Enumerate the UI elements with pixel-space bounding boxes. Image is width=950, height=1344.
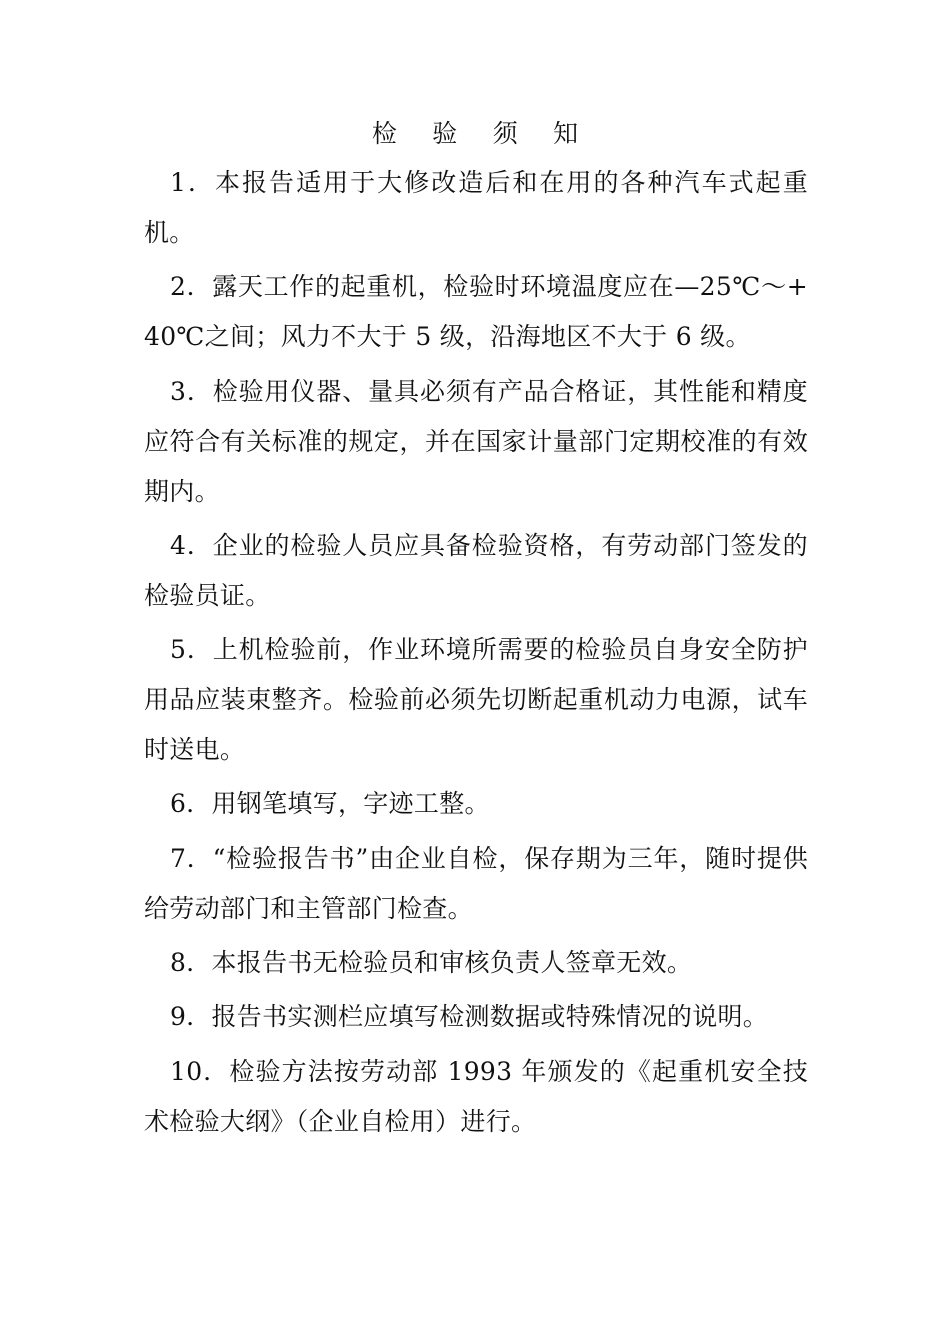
- document-body: [144, 158, 808, 1151]
- instruction-item-5: 5．上机检验前，作业环境所需要的检验员自身安全防护用品应装束整齐。检验前必须先切断起重机动力电源，试车时送电。: [144, 635, 808, 765]
- document-title: 检 验 须 知: [371, 119, 592, 148]
- instruction-item-7: 7．“检验报告书”由企业自检，保存期为三年，随时提供给劳动部门和主管部门检查。: [144, 843, 808, 923]
- instruction-item-8: 8．本报告书无检验员和审核负责人签章无效。: [170, 948, 693, 978]
- instruction-item-4: 4．企业的检验人员应具备检验资格，有劳动部门签发的检验员证。: [144, 530, 808, 610]
- instruction-item-1: 1．本报告适用于大修改造后和在用的各种汽车式起重机。: [144, 168, 808, 247]
- instruction-item-2: 2．露天工作的起重机，检验时环境温度应在—25℃～+40℃之间；风力不大于 5 级，沿海地区不大于 6 级。: [144, 272, 808, 352]
- instruction-item-10: 10．检验方法按劳动部 1993 年颁发的《起重机安全技术检验大纲》（企业自检用）进行。: [144, 1056, 808, 1136]
- instruction-item-6: 6．用钢笔填写，字迹工整。: [170, 789, 490, 819]
- instruction-item-3: 3．检验用仪器、量具必须有产品合格证，其性能和精度应符合有关标准的规定，并在国家计量部门定期校准的有效期内。: [144, 376, 808, 506]
- instruction-item-9: 9．报告书实测栏应填写检测数据或特殊情况的说明。: [170, 1002, 769, 1032]
